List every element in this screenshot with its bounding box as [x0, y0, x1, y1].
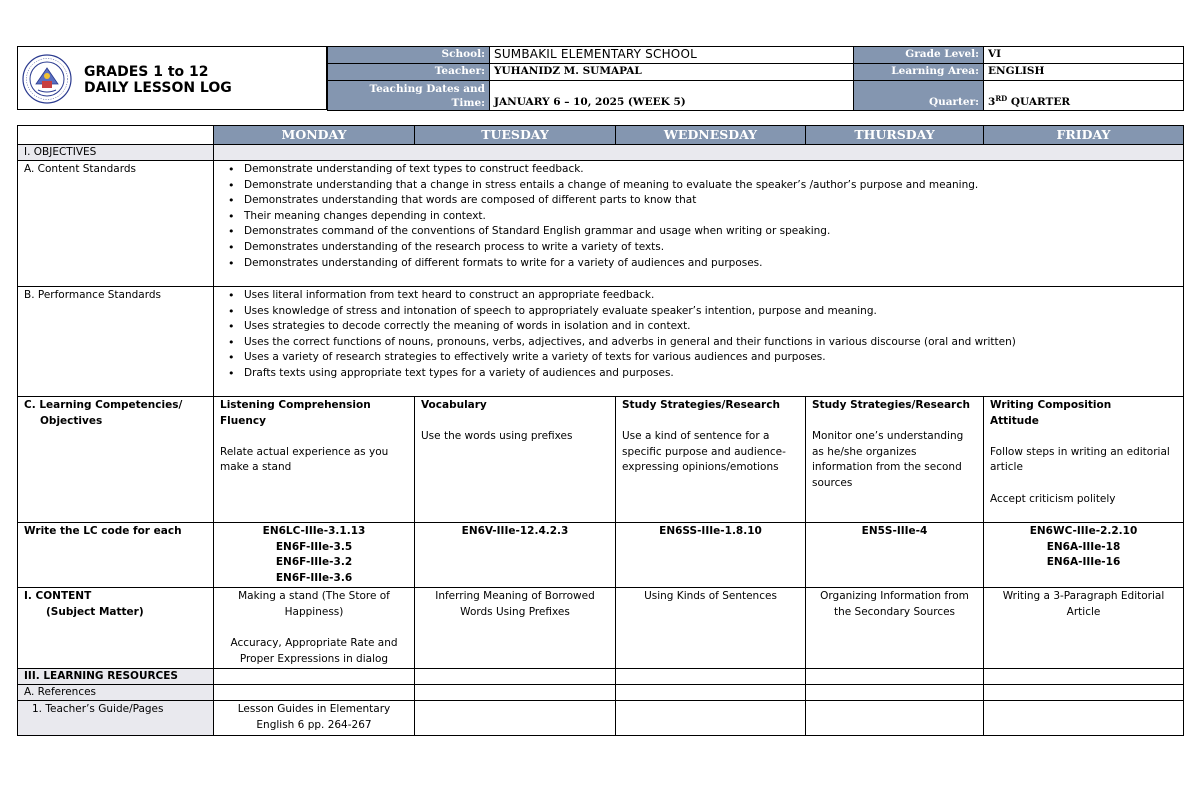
content-label-line-2: (Subject Matter) — [46, 605, 144, 618]
competencies-label-line-2: Objectives — [40, 414, 103, 427]
teaching-dates-label-line-2: Time: — [451, 97, 485, 109]
teaching-dates-label-line-1: Teaching Dates and — [369, 83, 485, 95]
competency-heading: Study Strategies/Research — [812, 399, 970, 411]
competency-subheading: Fluency — [220, 414, 266, 427]
learning-area-value: ENGLISH — [984, 64, 1184, 81]
competency-monday — [214, 397, 415, 523]
deped-seal-icon — [22, 54, 72, 104]
day-tuesday: TUESDAY — [415, 126, 616, 145]
empty-cell — [806, 669, 984, 685]
competency-heading: Study Strategies/Research — [622, 399, 780, 411]
empty-cell — [984, 669, 1184, 685]
content-label — [18, 588, 214, 669]
content-wednesday: Using Kinds of Sentences — [616, 588, 806, 669]
lc-code-tuesday — [415, 523, 616, 588]
quarter-number: 3 — [988, 96, 996, 108]
references-row — [18, 685, 1184, 701]
quarter-ordinal: RD — [995, 94, 1008, 103]
competency-text: Use a kind of sentence for a specific purpose and audience-expressing opinions/emotions — [622, 430, 786, 474]
lc-code: EN5S-IIIe-4 — [861, 525, 928, 537]
header-row-teacher — [328, 64, 1184, 81]
list-item: • Demonstrate understanding of text types to construct feedback. — [244, 162, 1177, 178]
school-value: SUMBAKIL ELEMENTARY SCHOOL — [490, 47, 854, 64]
performance-standards-label: B. Performance Standards — [18, 287, 214, 397]
document-title — [84, 64, 232, 96]
competency-text: Use the words using prefixes — [421, 430, 573, 443]
empty-cell — [214, 669, 415, 685]
empty-cell — [806, 701, 984, 735]
header-info-table — [327, 46, 1184, 111]
learning-area-label: Learning Area: — [854, 64, 984, 81]
lc-code: EN6A-IIIe-18 — [1046, 540, 1121, 553]
lc-code-label: Write the LC code for each — [18, 523, 214, 588]
empty-cell — [415, 685, 616, 701]
lc-code: EN6LC-IIIe-3.1.13 — [262, 525, 366, 537]
competency-text: Accept criticism politely — [990, 492, 1116, 505]
school-label: School: — [328, 47, 490, 64]
content-standards-list — [220, 162, 1177, 271]
competencies-label — [18, 397, 214, 523]
content-label-line-1: I. CONTENT — [24, 590, 92, 603]
lc-code-monday — [214, 523, 415, 588]
objectives-fill — [214, 145, 1184, 161]
lc-code: EN6SS-IIIe-1.8.10 — [659, 525, 762, 537]
lc-code-wednesday — [616, 523, 806, 588]
list-item: • Demonstrates understanding of different formats to write for a variety of audiences and purposes. — [244, 256, 1177, 272]
learning-resources-row — [18, 669, 1184, 685]
performance-standards-cell — [214, 287, 1184, 397]
day-thursday: THURSDAY — [806, 126, 984, 145]
empty-cell — [984, 685, 1184, 701]
days-header-row — [18, 126, 1184, 145]
quarter-word: QUARTER — [1007, 96, 1071, 108]
list-item: • Uses a variety of research strategies to effectively write a variety of texts for various audiences and purposes. — [244, 350, 1177, 366]
quarter-value — [984, 81, 1184, 111]
list-item: • Demonstrates understanding of the research process to write a variety of texts. — [244, 240, 1177, 256]
lc-code: EN6F-IIIe-3.6 — [275, 571, 353, 584]
competency-wednesday — [616, 397, 806, 523]
competency-subheading: Attitude — [990, 414, 1039, 427]
empty-cell — [415, 669, 616, 685]
content-standards-cell — [214, 161, 1184, 287]
content-thursday: Organizing Information from the Secondary Sources — [806, 588, 984, 669]
day-friday: FRIDAY — [984, 126, 1184, 145]
header-logo-box — [17, 46, 327, 110]
learning-resources-label: III. LEARNING RESOURCES — [18, 669, 214, 685]
lc-code: EN6A-IIIe-16 — [1046, 556, 1121, 569]
content-monday — [214, 588, 415, 669]
list-item: • Drafts texts using appropriate text types for a variety of audiences and purposes. — [244, 366, 1177, 382]
list-item: • Uses the correct functions of nouns, pronouns, verbs, adjectives, and adverbs in general and their functions in various discourse (oral and written) — [244, 335, 1177, 351]
empty-cell — [415, 701, 616, 735]
references-label: A. References — [18, 685, 214, 701]
content-topic-extra: Accuracy, Appropriate Rate and Proper Expressions in dialog — [230, 637, 398, 665]
competency-thursday — [806, 397, 984, 523]
lc-code: EN6V-IIIe-12.4.2.3 — [461, 525, 569, 537]
day-monday: MONDAY — [214, 126, 415, 145]
empty-cell — [616, 685, 806, 701]
competency-heading: Writing Composition — [990, 399, 1112, 411]
content-standards-row — [18, 161, 1184, 287]
content-topic: Making a stand (The Store of Happiness) — [238, 590, 390, 618]
empty-cell — [214, 685, 415, 701]
list-item: • Demonstrates command of the conventions of Standard English grammar and usage when writing or speaking. — [244, 224, 1177, 240]
lesson-log-table — [17, 125, 1184, 736]
lc-code: EN6F-IIIe-3.2 — [275, 556, 353, 569]
day-wednesday: WEDNESDAY — [616, 126, 806, 145]
lc-code-friday — [984, 523, 1184, 588]
content-friday: Writing a 3-Paragraph Editorial Article — [984, 588, 1184, 669]
performance-standards-list — [220, 288, 1177, 382]
competency-text: Follow steps in writing an editorial article — [990, 445, 1170, 474]
objectives-label: I. OBJECTIVES — [18, 145, 214, 161]
list-item: • Uses literal information from text heard to construct an appropriate feedback. — [244, 288, 1177, 304]
lc-code: EN6WC-IIIe-2.2.10 — [1029, 525, 1138, 537]
lc-code-row — [18, 523, 1184, 588]
list-item: • Their meaning changes depending in context. — [244, 209, 1177, 225]
title-line-1: GRADES 1 to 12 — [84, 64, 209, 80]
empty-cell — [616, 701, 806, 735]
content-row — [18, 588, 1184, 669]
competency-tuesday — [415, 397, 616, 523]
empty-cell — [806, 685, 984, 701]
competencies-row — [18, 397, 1184, 523]
header-row-dates — [328, 81, 1184, 111]
teachers-guide-label: 1. Teacher’s Guide/Pages — [18, 701, 214, 735]
list-item: • Demonstrate understanding that a change in stress entails a change of meaning to evaluate the speaker’s /author’s purpose and meaning. — [244, 178, 1177, 194]
competency-friday — [984, 397, 1184, 523]
teachers-guide-monday: Lesson Guides in Elementary English 6 pp. 264-267 — [214, 701, 415, 735]
days-header-blank — [18, 126, 214, 145]
teacher-label: Teacher: — [328, 64, 490, 81]
empty-cell — [616, 669, 806, 685]
objectives-row — [18, 145, 1184, 161]
competency-heading: Listening Comprehension — [220, 399, 371, 411]
list-item: • Uses knowledge of stress and intonation of speech to appropriately evaluate speaker’s intention, purpose and meaning. — [244, 304, 1177, 320]
lc-code: EN6F-IIIe-3.5 — [275, 540, 353, 553]
empty-cell — [984, 701, 1184, 735]
list-item: • Demonstrates understanding that words are composed of different parts to know that — [244, 193, 1177, 209]
competency-text: Relate actual experience as you make a stand — [220, 445, 389, 474]
competency-heading: Vocabulary — [421, 399, 487, 411]
competency-text: Monitor one’s understanding as he/she organizes information from the second sources — [812, 430, 964, 489]
teacher-value: YUHANIDZ M. SUMAPAL — [490, 64, 854, 81]
content-tuesday: Inferring Meaning of Borrowed Words Using Prefixes — [415, 588, 616, 669]
content-standards-label: A. Content Standards — [18, 161, 214, 287]
quarter-label: Quarter: — [854, 81, 984, 111]
teaching-dates-value: JANUARY 6 – 10, 2025 (WEEK 5) — [490, 81, 854, 111]
grade-level-label: Grade Level: — [854, 47, 984, 64]
header-row-school — [328, 47, 1184, 64]
teaching-dates-label — [328, 81, 490, 111]
lc-code-thursday — [806, 523, 984, 588]
list-item: • Uses strategies to decode correctly the meaning of words in isolation and in context. — [244, 319, 1177, 335]
title-line-2: DAILY LESSON LOG — [84, 80, 232, 96]
performance-standards-row — [18, 287, 1184, 397]
competencies-label-line-1: C. Learning Competencies/ — [24, 399, 183, 411]
grade-level-value: VI — [984, 47, 1184, 64]
teachers-guide-row — [18, 701, 1184, 735]
